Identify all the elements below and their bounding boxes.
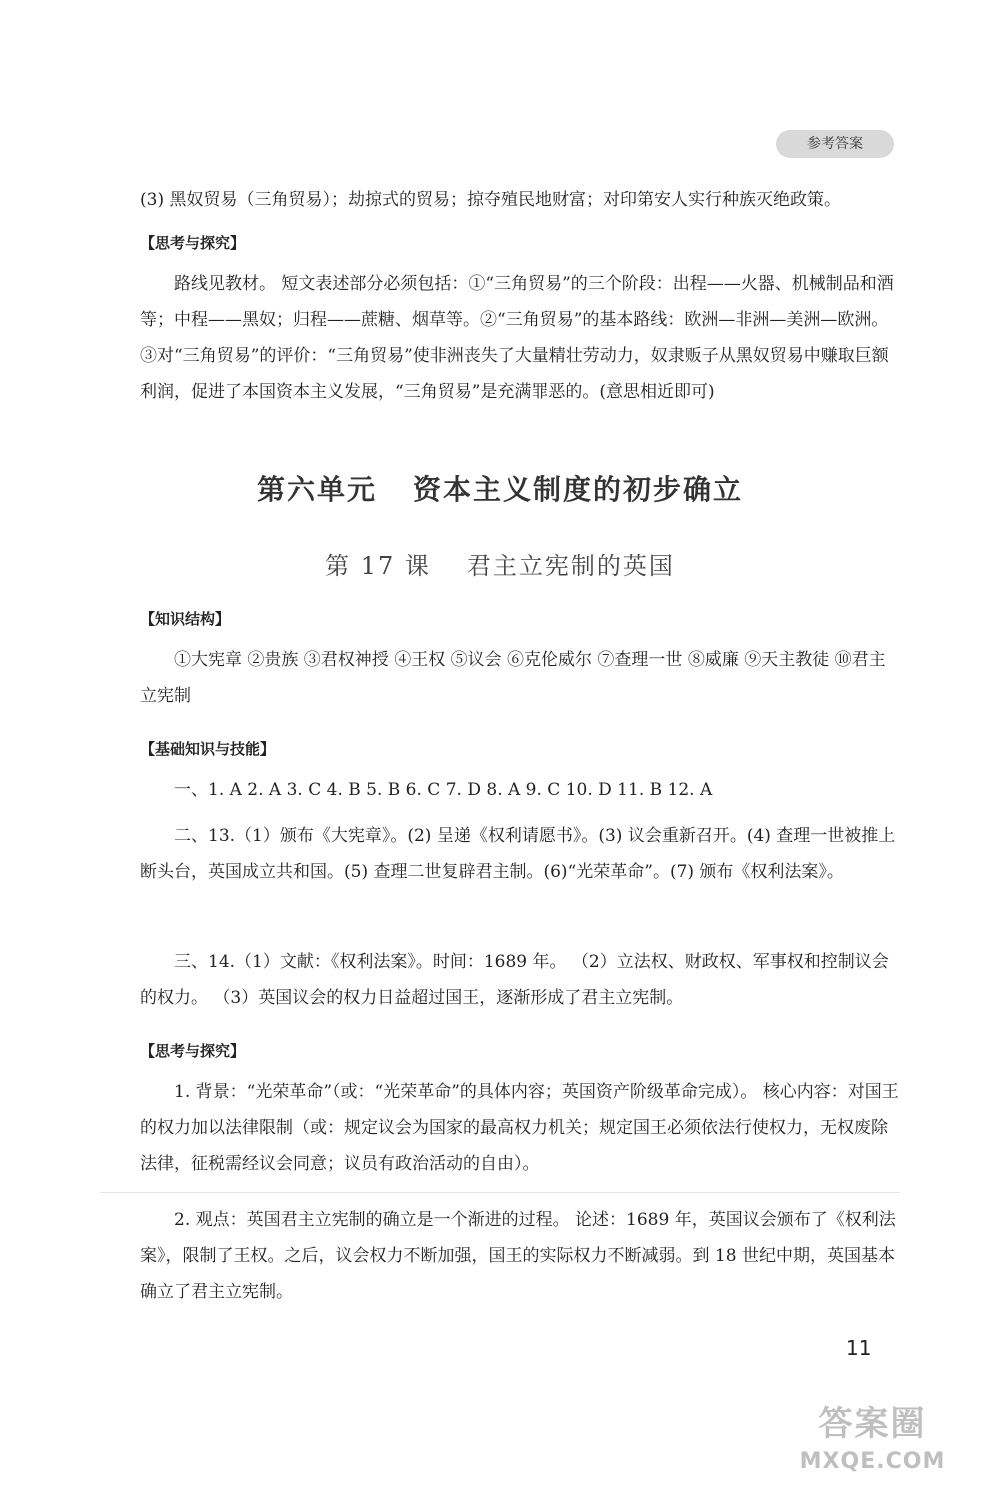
lesson-number: 第 17 课 [325,552,431,580]
knowledge-structure-text: ①大宪章 ②贵族 ③君权神授 ④王权 ⑤议会 ⑥克伦威尔 ⑦查理一世 ⑧威廉 ⑨天主教徒 ⑩君主立宪制 [140,650,886,706]
basics-q1: 一、1. A 2. A 3. C 4. B 5. B 6. C 7. D 8. A 9. C 10. D 11. B 12. A [174,780,713,800]
answer-line-3: (3) 黑奴贸易（三角贸易）；劫掠式的贸易；掠夺殖民地财富；对印第安人实行种族灭绝政策。 [140,190,841,210]
basics-q3: 三、14.（1）文献：《权利法案》。时间：1689 年。 （2）立法权、财政权、军事权和控制议会的权力。 （3）英国议会的权力日益超过国王，逐渐形成了君主立宪制。 [140,952,889,1008]
explore-paragraph-1: 路线见教材。 短文表述部分必须包括：①“三角贸易”的三个阶段：出程——火器、机械制品和酒等；中程——黑奴；归程——蔗糖、烟草等。②“三角贸易”的基本路线：欧洲—非洲—美洲—欧洲。③对“三角贸易”的评价：“三角贸易”使非洲丧失了大量精壮劳动力，奴隶贩子从黑奴贸易中赚取巨额利润，促进了本国资本主义发展，“三角贸易”是充满罪恶的。(意思相近即可) [140,274,894,402]
unit-title: 资本主义制度的初步确立 [413,473,744,506]
lesson-title: 君主立宪制的英国 [466,552,675,580]
section-title-explore-1: 【思考与探究】 [140,234,246,252]
section-title-knowledge: 【知识结构】 [140,610,231,628]
watermark-url: MXQE.COM [799,1449,946,1474]
explore-answer-2: 2. 观点：英国君主立宪制的确立是一个渐进的过程。 论述：1689 年，英国议会颁布了《权利法案》，限制了王权。之后，议会权力不断加强，国王的实际权力不断减弱。到 18 世纪中期，英国基本确立了君主立宪制。 [140,1210,896,1302]
section-title-explore-2: 【思考与探究】 [140,1042,246,1060]
lesson-heading [0,546,1000,581]
explore-answer-1: 1. 背景：“光荣革命”（或：“光荣革命”的具体内容；英国资产阶级革命完成）。 核心内容：对国王的权力加以法律限制（或：规定议会为国家的最高权力机关；规定国王必须依法行使权力，无权废除法律，征税需经议会同意；议员有政治活动的自由）。 [140,1082,899,1174]
page-number: 11 [846,1336,872,1360]
divider [100,1192,900,1193]
section-title-basics: 【基础知识与技能】 [140,740,276,758]
unit-number: 第六单元 [256,473,377,506]
watermark-logo [760,1396,985,1474]
watermark-text: 答案圈 [818,1404,927,1444]
unit-heading [0,468,1000,508]
answer-key-badge: 参考答案 [776,130,894,158]
basics-q2: 二、13.（1）颁布《大宪章》。(2) 呈递《权利请愿书》。(3) 议会重新召开。(4) 查理一世被推上断头台，英国成立共和国。(5) 查理二世复辟君主制。(6)“光荣革命”。(7) 颁布《权利法案》。 [140,826,896,882]
